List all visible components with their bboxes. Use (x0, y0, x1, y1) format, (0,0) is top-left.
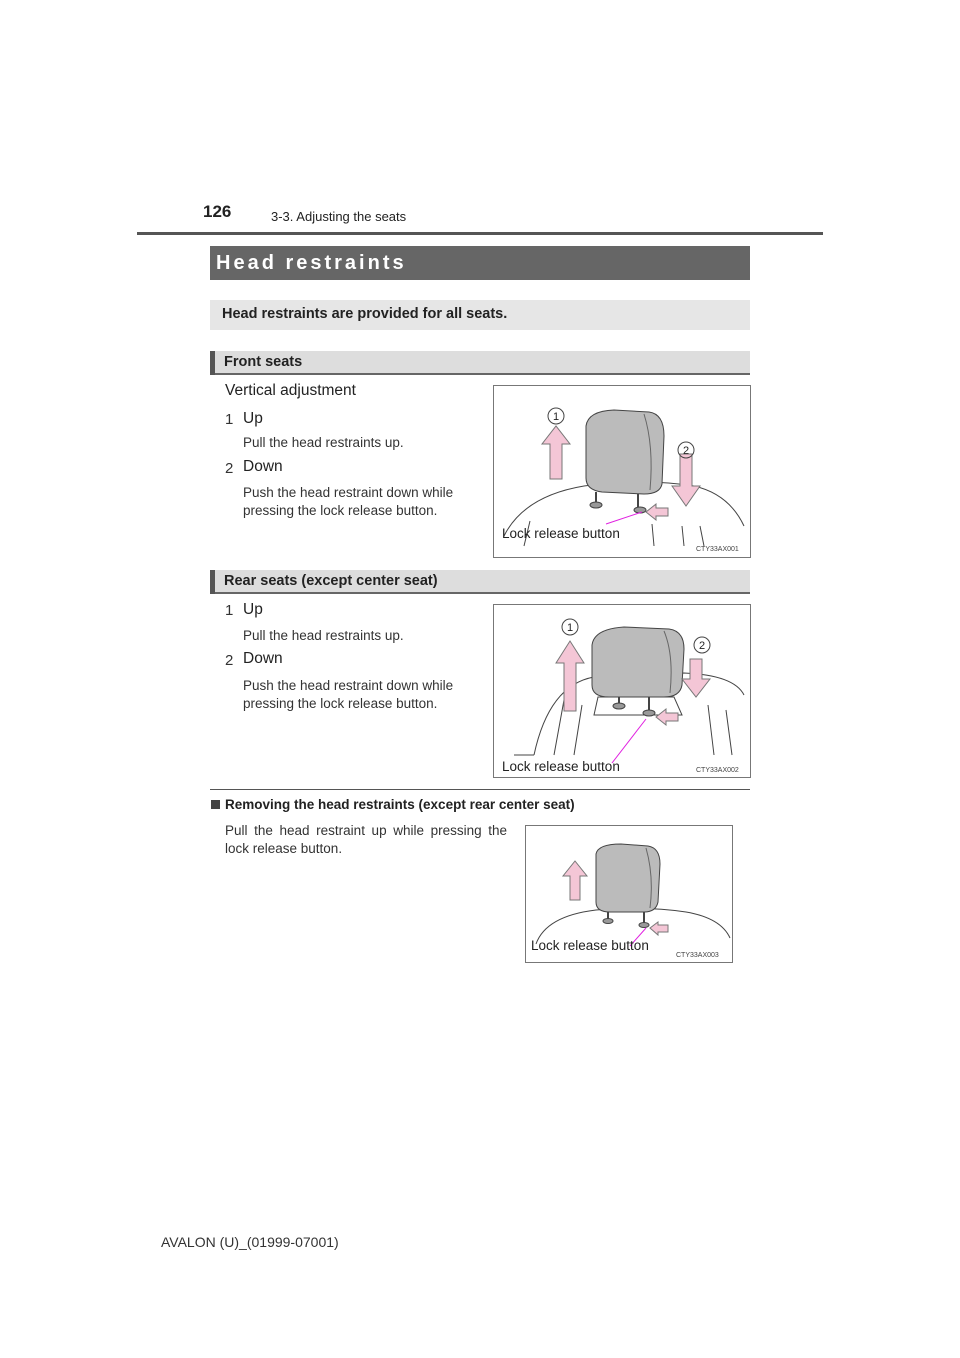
callout-2: 2 (683, 445, 690, 457)
front-seats-heading: Front seats (224, 354, 303, 370)
step-label-down: Down (243, 650, 283, 667)
step-label-down: Down (243, 458, 283, 475)
page-title: Head restraints (216, 252, 407, 274)
lock-release-label: Lock release button (502, 759, 620, 774)
step-number: 1 (225, 602, 234, 619)
removing-heading (211, 797, 575, 812)
callout-1: 1 (553, 411, 560, 423)
page-title-bar (210, 246, 750, 280)
rear-seat-figure (493, 604, 751, 778)
lock-release-label: Lock release button (531, 938, 649, 953)
removing-figure (525, 825, 733, 963)
removing-instructions: Pull the head restraint up while pressing the lock release button. (225, 823, 507, 856)
figure-code: CTY33AX001 (696, 546, 739, 553)
step-number: 2 (225, 652, 234, 669)
vertical-adjustment-label: Vertical adjustment (225, 382, 356, 399)
front-seats-heading-bar (210, 351, 750, 375)
rear-seat-illustration (494, 605, 750, 777)
callout-2: 2 (699, 640, 706, 652)
step-number: 1 (225, 411, 234, 428)
front-seat-figure (493, 385, 751, 558)
lock-release-label: Lock release button (502, 526, 620, 541)
removing-heading-text: Removing the head restraints (except rear center seat) (225, 797, 575, 812)
step-label-up: Up (243, 410, 263, 427)
figure-code: CTY33AX002 (696, 767, 739, 774)
separator-rule (210, 789, 750, 790)
step-number: 2 (225, 460, 234, 477)
step-desc: Pull the head restraints up. (243, 435, 404, 450)
summary-text: Head restraints are provided for all seats. (222, 306, 508, 322)
summary-box (210, 300, 750, 330)
step-desc: Push the head restraint down while pressing the lock release button. (243, 485, 454, 518)
section-label: 3-3. Adjusting the seats (271, 209, 407, 224)
footer-model-code: AVALON (U)_(01999-07001) (161, 1234, 339, 1250)
rear-seats-heading-bar (210, 570, 750, 594)
step-desc: Push the head restraint down while pressing the lock release button. (243, 678, 454, 711)
callout-1: 1 (567, 622, 574, 634)
page-number: 126 (203, 202, 232, 221)
figure-code: CTY33AX003 (676, 952, 719, 959)
header-rule (137, 232, 823, 235)
step-label-up: Up (243, 601, 263, 618)
square-bullet-icon (211, 800, 220, 809)
step-desc: Pull the head restraints up. (243, 628, 404, 643)
rear-seats-heading: Rear seats (except center seat) (224, 573, 438, 589)
